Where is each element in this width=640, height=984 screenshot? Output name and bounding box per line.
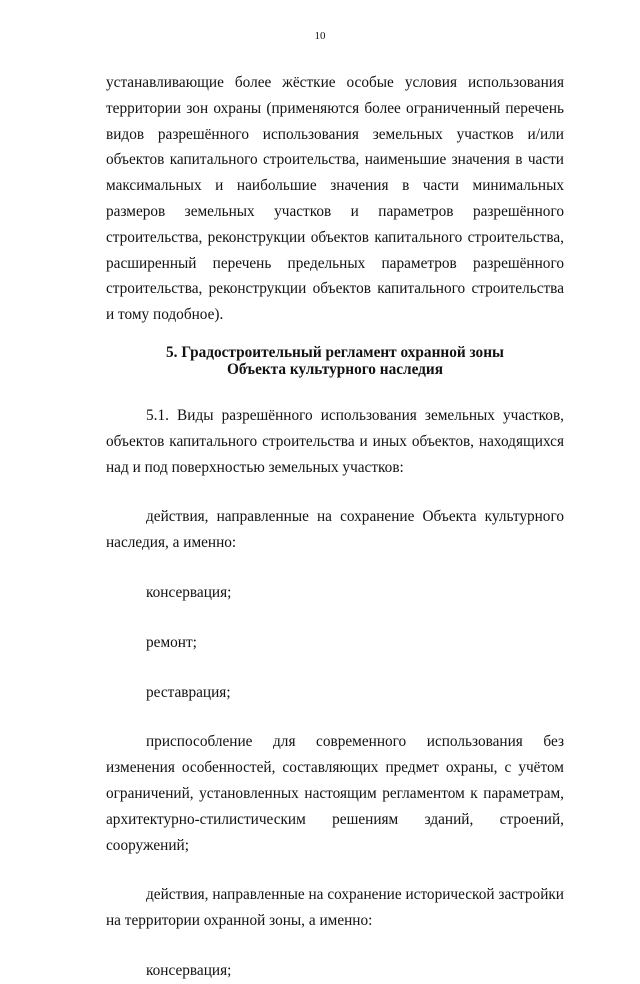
paragraph-actions-heritage: действия, направленные на сохранение Объекта культурного наследия, а именно:	[106, 508, 564, 552]
section-heading-line-1: 5. Градостроительный регламент охранной зоны	[166, 343, 504, 361]
list-item-repair: ремонт;	[146, 633, 197, 651]
section-heading-line-2: Объекта культурного наследия	[226, 360, 444, 378]
list-item-conservation-2: консервация;	[146, 961, 232, 979]
list-item-conservation: консервация;	[146, 583, 232, 601]
list-item-adaptation: приспособление для современного использования без изменения особенностей, составляющих предмет охраны, с учётом ограничений, установленных настоящим регламентом к параметрам, архитектурно-стилистическим решениям зданий, строений, сооружений;	[106, 733, 564, 854]
paragraph-5-1: 5.1. Виды разрешённого использования земельных участков, объектов капитального строительства и иных объектов, находящихся над и под поверхностью земельных участков:	[106, 406, 564, 476]
section-heading	[106, 344, 564, 378]
paragraph-actions-historic-buildings: действия, направленные на сохранение исторической застройки на территории охранной зоны, а именно:	[106, 886, 564, 930]
document-body	[106, 70, 564, 984]
continuation-paragraph: устанавливающие более жёсткие особые условия использования территории зон охраны (применяются более ограниченный перечень видов разрешённого использования земельных участков и/или объектов капитального строительства, наименьшие значения в части максимальных и наибольшие значения в части минимальных размеров земельных участков и параметров разрешённого строительства, реконструкции объектов капитального строительства, расширенный перечень предельных параметров разрешённого строительства, реконструкции объектов капитального строительства и тому подобное).	[106, 74, 564, 324]
page-number: 10	[314, 30, 326, 42]
list-item-restoration: реставрация;	[146, 683, 231, 701]
